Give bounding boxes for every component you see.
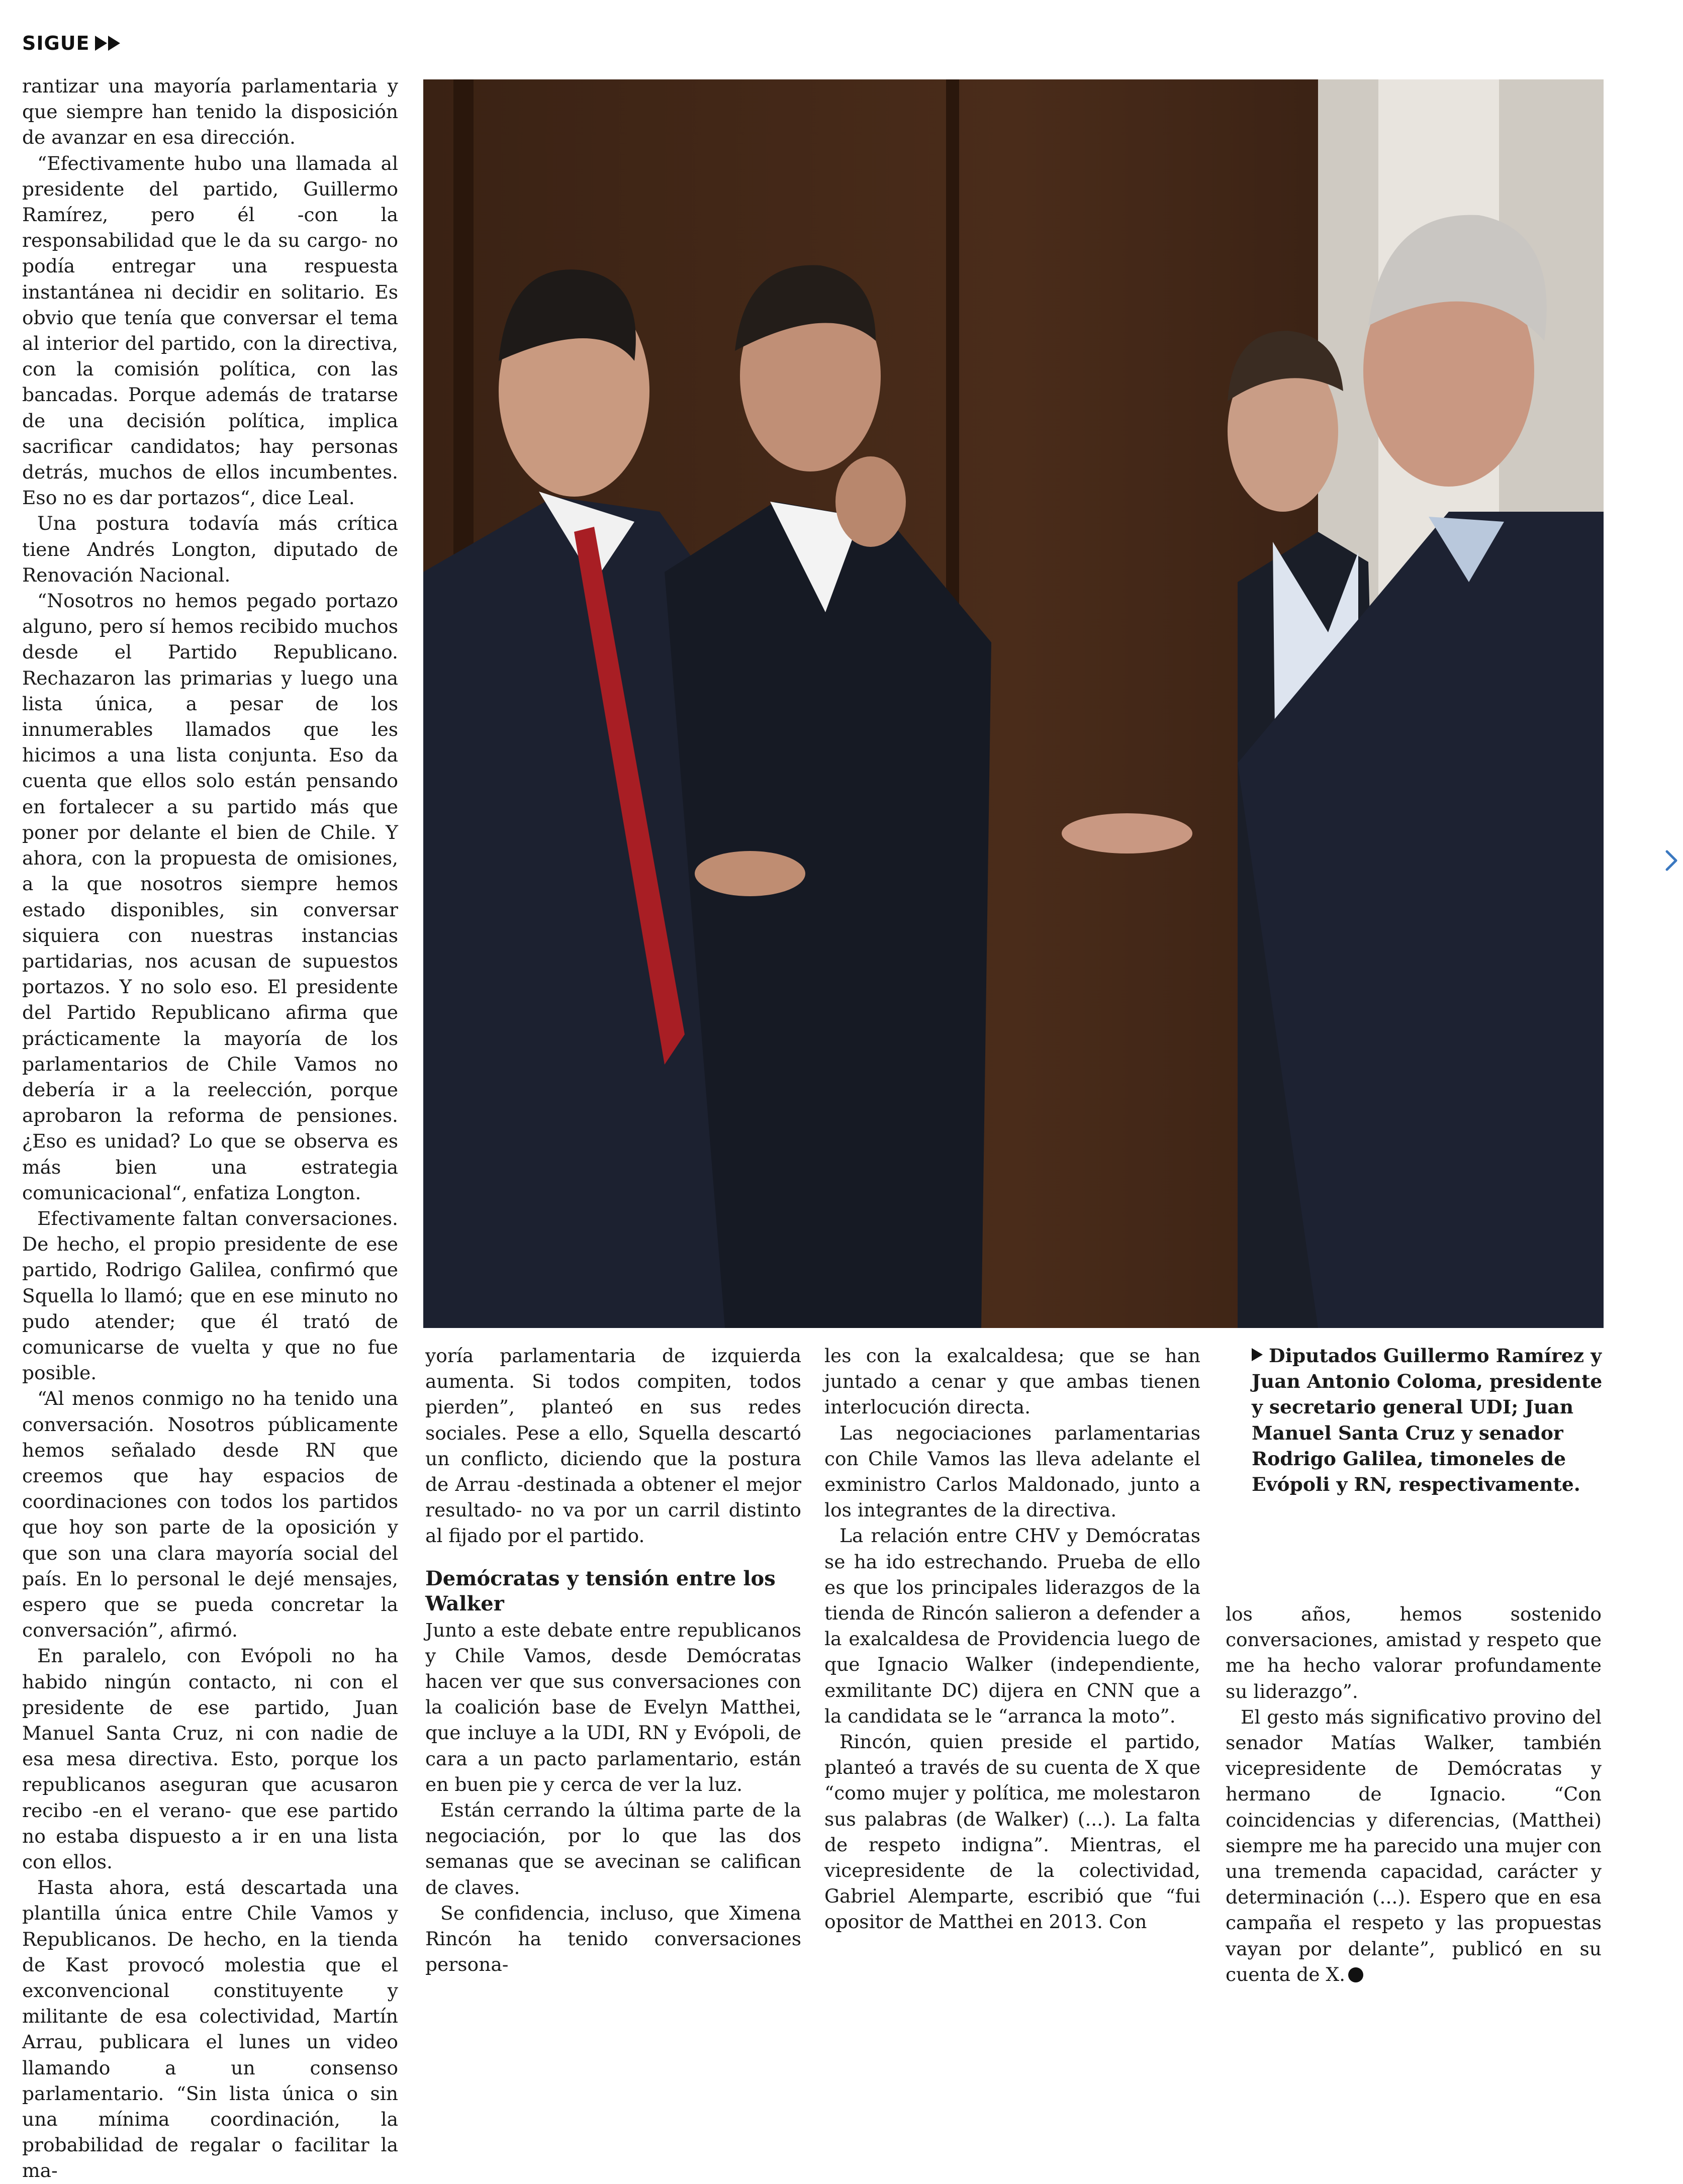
paragraph: “Efectivamente hubo una llamada al presidente del partido, Guillermo Ramírez, pero él -con la responsabilidad que le da su cargo- no podía entregar una respuesta instantánea ni decidir en solitario. Es obvio que tenía que conversar el tema al interior del partido, con la directiva, con la comisión política, con las bancadas. Porque además de tratarse de una decisión política, implica sacrificar candidatos; hay personas detrás, muchos de ellos incumbentes. Eso no es dar portazos“, dice Leal.	[22, 152, 398, 509]
paragraph: “Al menos conmigo no ha tenido una conversación. Nosotros públicamente hemos señalado desde RN que creemos que hay espacios de coordinaciones con todos los partidos que hoy son parte de la oposición y que son una clara mayoría social del país. En lo personal le dejé mensajes, espero que se pueda concretar la conversación”, afirmó.	[22, 1387, 398, 1642]
paragraph: “Nosotros no hemos pegado portazo alguno, pero sí hemos recibido muchos desde el Partido Republicano. Rechazaron las primarias y luego una lista única, a pesar de los innumerables llamados que les hicimos a una lista conjunta. Eso da cuenta que ellos solo están pensando en fortalecer a su partido más que poner por delante el bien de Chile. Y ahora, con la propuesta de omisiones, a la que nosotros siempre hemos estado disponibles, sin conversar siquiera con nuestras instancias partidarias, nos acusan de supuestos portazos. Y no solo eso. El presidente del Partido Republicano afirma que prácticamente la mayoría de los parlamentarios de Chile Vamos no debería ir a la reelección, porque aprobaron la reforma de pensiones. ¿Eso es unidad? Lo que se observa es más bien una estrategia comunicacional“, enfatiza Longton.	[22, 590, 398, 1204]
paragraph: Efectivamente faltan conversaciones. De hecho, el propio presidente de ese partido, Rodrigo Galilea, confirmó que Squella lo llamó; que en ese minuto no pudo atender; que él trató de comunicarse de vuelta y que no fue posible.	[22, 1207, 398, 1384]
paragraph-last	[1226, 1704, 1602, 1987]
double-play-arrow-icon	[95, 36, 120, 51]
caption-arrow-icon	[1252, 1348, 1263, 1361]
paragraph: Junto a este debate entre republicanos y Chile Vamos, desde Demócratas hacen ver que sus conversaciones con la coalición base de Evelyn Matthei, que incluye a la UDI, RN y Evópoli, de cara a un pacto parlamentario, están en buen pie y cerca de ver la luz.	[425, 1619, 801, 1795]
paragraph: les con la exalcaldesa; que se han juntado a cenar y que ambas tienen interlocución directa.	[824, 1345, 1200, 1418]
section-heading: Demócratas y tensión entre los Walker	[425, 1566, 776, 1616]
photo-caption	[1252, 1343, 1604, 1497]
paragraph: Una postura todavía más crítica tiene Andrés Longton, diputado de Renovación Nacional.	[22, 512, 398, 586]
end-mark-icon	[1348, 1967, 1363, 1982]
paragraph: rantizar una mayoría parlamentaria y que siempre han tenido la disposición de avanzar en esa dirección.	[22, 75, 398, 149]
paragraph: Se confidencia, incluso, que Ximena Rincón ha tenido conversaciones persona-	[425, 1902, 801, 1976]
paragraph: Rincón, quien preside el partido, planteó a través de su cuenta de X que “como mujer y política, me molestaron sus palabras (de Walker) (...). La falta de respeto indigna”. Mientras, el vicepresidente de la colectividad, Gabriel Alemparte, escribió que “fui opositor de Matthei en 2013. Con	[824, 1731, 1200, 1933]
paragraph: Hasta ahora, está descartada una plantilla única entre Chile Vamos y Republicanos. De hecho, en la tienda de Kast provocó molestia que el exconvencional constituyente y militante de esa colectividad, Martín Arrau, publicara el lunes un video llamando a un consenso parlamentario. “Sin lista única o sin una mínima coordinación, la probabilidad de regalar o facilitar la ma-	[22, 1876, 398, 2182]
next-page-chevron-icon[interactable]	[1665, 849, 1679, 872]
paragraph-text: El gesto más significativo provino del senador Matías Walker, también vicepresidente de Demócratas y hermano de Ignacio. “Con coincidencias y diferencias, (Matthei) siempre me ha parecido una mujer con una tremenda capacidad, carácter y determinación (...). Espero que en esa campaña el respeto y las propuestas vayan por delante”, publicó en su cuenta de X.	[1226, 1705, 1602, 1985]
paragraph: Las negociaciones parlamentarias con Chile Vamos las lleva adelante el exministro Carlos Maldonado, junto a los integrantes de la directiva.	[824, 1421, 1200, 1522]
article-column-3	[824, 1343, 1200, 1935]
article-column-1	[22, 73, 398, 2184]
sigue-label: SIGUE	[22, 32, 90, 54]
paragraph: los años, hemos sostenido conversaciones, amistad y respeto que me ha hecho valorar profundamente su liderazgo”.	[1226, 1603, 1602, 1702]
sigue-marker	[22, 32, 120, 54]
photo-illustration	[423, 79, 1604, 1328]
article-photo	[423, 79, 1604, 1328]
paragraph: En paralelo, con Evópoli no ha habido ningún contacto, ni con el presidente de ese partido, Juan Manuel Santa Cruz, ni con nadie de esa mesa directiva. Esto, porque los republicanos aseguran que acusaron recibo -en el verano- que ese partido no estaba dispuesto a ir en una lista con ellos.	[22, 1645, 398, 1873]
paragraph: La relación entre CHV y Demócratas se ha ido estrechando. Prueba de ello es que los principales liderazgos de la tienda de Rincón salieron a defender a la exalcaldesa de Providencia luego de que Ignacio Walker (independiente, exmilitante DC) dijera en CNN que a la candidata se le “arranca la moto”.	[824, 1525, 1200, 1727]
paragraph: yoría parlamentaria de izquierda aumenta. Si todos compiten, todos pierden”, planteó en sus redes sociales. Pese a ello, Squella descartó un conflicto, diciendo que la postura de Arrau -destinada a obtener el mejor resultado- no va por un carril distinto al fijado por el partido.	[425, 1345, 801, 1547]
paragraph: Están cerrando la última parte de la negociación, por lo que las dos semanas que se avecinan se califican de claves.	[425, 1799, 801, 1898]
article-column-2	[425, 1343, 801, 1977]
article-column-4	[1226, 1601, 1602, 1987]
caption-text: Diputados Guillermo Ramírez y Juan Antonio Coloma, presidente y secretario general UDI; Juan Manuel Santa Cruz y senador Rodrigo Galilea, timoneles de Evópoli y RN, respectivamente.	[1252, 1345, 1603, 1496]
